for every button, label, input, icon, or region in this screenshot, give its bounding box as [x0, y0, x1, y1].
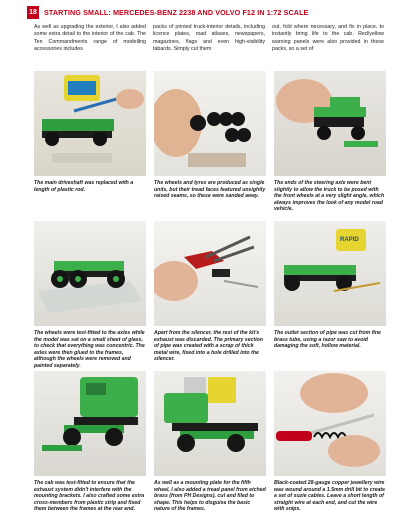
photo-cab-test-fit [34, 371, 146, 476]
photo-cell-2 [154, 71, 266, 221]
intro-column-1: As well as upgrading the exterior, I also added some extra detail to the interior of the cab. The Ten Commandments range of modelling accessories includes [34, 24, 146, 52]
running-title: STARTING SMALL: MERCEDES-BENZ 2238 AND VOLVO F12 IN 1:72 SCALE [44, 8, 309, 17]
photo-cell-7 [34, 371, 146, 513]
photo-caption: Apart from the silencer, the rest of the kit's exhaust was discarded. The primary section of pipe was created with a scrap of thick metal wire, fixed into a hole drilled into the silencer. [154, 330, 263, 363]
photo-wheels-sanding [154, 71, 266, 176]
photo-exhaust-silencer [154, 221, 266, 326]
intro-column-3: out, fold where necessary, and fix in place, to instantly bring life to the cab. Red/yellow warning panels were also provided in these packs, so a set of [272, 24, 384, 52]
silencer-image [154, 221, 266, 326]
photo-caption: The cab was test-fitted to ensure that the exhaust system didn't interfere with the mounting brackets. I also crafted some extra cross-members from plastic strip and fixed them between the frames at the rear end. [34, 480, 145, 513]
photo-suzie-cables [274, 371, 386, 476]
glue-tube-label: RAPID [340, 237, 359, 243]
photo-cell-6 [274, 221, 386, 371]
wheels-image [154, 71, 266, 176]
intro-column-2: packs of printed truck-interior details, including licence plates, road atlases, newspapers, magazines, flags and even high-visibility tabards. Simply cut them [153, 24, 265, 52]
brass-tube-image [274, 221, 386, 326]
photo-cell-1 [34, 71, 146, 221]
photo-caption: Black-coated 28-gauge copper jewellery wire was wound around a 1.5mm drill bit to create a set of suzie cables. Leave a short length of straight wire at each end, and cut the wire with snips. [274, 480, 385, 513]
photo-steering-axle [274, 71, 386, 176]
photo-fifth-wheel-plate [154, 371, 266, 476]
photo-driveshaft [34, 71, 146, 176]
photo-caption: The outlet section of pipe was cut from fine brass tube, using a razor saw to avoid damaging the soft, hollow material. [274, 330, 381, 350]
intro-text [34, 24, 384, 53]
photo-grid [34, 71, 386, 513]
photo-cell-8 [154, 371, 266, 513]
photo-cell-5 [154, 221, 266, 371]
driveshaft-image [34, 71, 146, 176]
fifth-wheel-image [154, 371, 266, 476]
suzie-cables-image [274, 371, 386, 476]
photo-wheels-test-fit [34, 221, 146, 326]
photo-caption: The wheels and tyres are produced as single units, but their tread faces featured unsightly raised seams, so these were sanded away. [154, 180, 266, 200]
test-fit-image [34, 221, 146, 326]
page-number: 18 [27, 6, 39, 19]
page-header [27, 6, 416, 19]
photo-cell-9 [274, 371, 386, 513]
cab-image [34, 371, 146, 476]
photo-cell-3 [274, 71, 386, 221]
photo-caption: The wheels were test-fitted to the axles while the model was sat on a small sheet of glass, to check that everything was concentric. The axles were then glued to the frames, although the wheels were removed and painted separately. [34, 330, 145, 369]
photo-caption: As well as a mounting plate for the fifth wheel, I also added a tread panel from etched brass (from PH Designs), cut and filed to shape. This helps to disguise the basic nature of the frames. [154, 480, 266, 513]
photo-caption: The main driveshaft was replaced with a length of plastic rod. [34, 180, 134, 193]
photo-cell-4 [34, 221, 146, 371]
photo-caption: The ends of the steering axle were bent slightly to allow the truck to be posed with the front wheels at a very slight angle, which always improves the look of any model road vehicle. [274, 180, 385, 213]
photo-brass-tube [274, 221, 386, 326]
steering-axle-image [274, 71, 386, 176]
